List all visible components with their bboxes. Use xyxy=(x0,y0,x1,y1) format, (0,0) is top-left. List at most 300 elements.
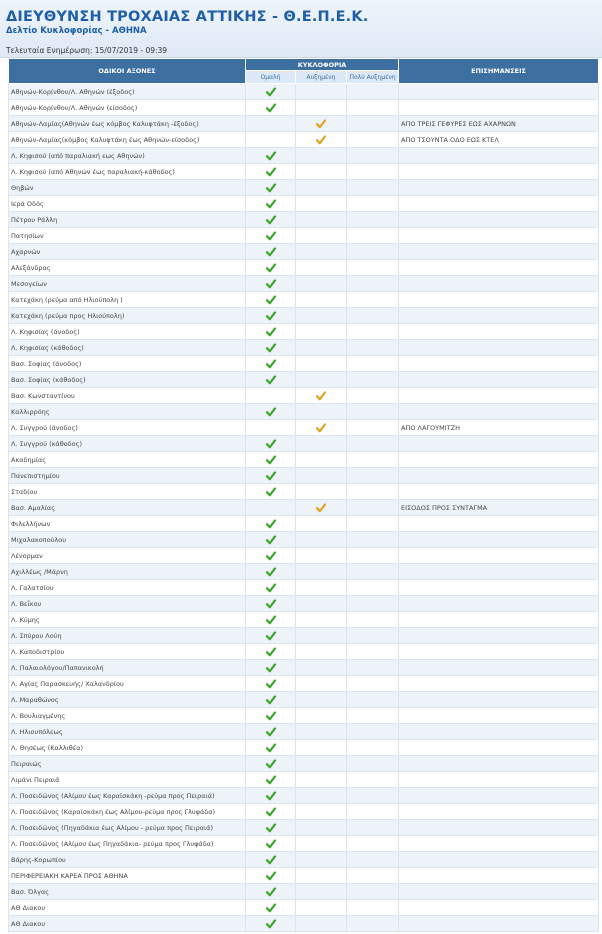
note-cell xyxy=(399,292,599,308)
traffic-cell-normal xyxy=(246,468,296,484)
check-icon xyxy=(266,375,276,385)
traffic-cell-very-increased xyxy=(347,228,399,244)
check-icon xyxy=(266,727,276,737)
traffic-cell-increased xyxy=(296,884,347,900)
road-name: Λ. Κύμης xyxy=(9,612,246,628)
traffic-cell-increased xyxy=(296,100,347,116)
road-name: ΠΕΡΙΦΕΡΕΙΑΚΗ ΚΑΡΕΑ ΠΡΟΣ ΑΘΗΝΑ xyxy=(9,868,246,884)
note-cell xyxy=(399,836,599,852)
table-row xyxy=(9,596,599,612)
check-icon xyxy=(266,807,276,817)
note-cell xyxy=(399,324,599,340)
road-name: Κατεχάκη (ρεύμα από Ηλιούπολη ) xyxy=(9,292,246,308)
traffic-cell-increased xyxy=(296,324,347,340)
traffic-cell-increased xyxy=(296,820,347,836)
traffic-cell-increased xyxy=(296,468,347,484)
traffic-cell-very-increased xyxy=(347,84,399,100)
traffic-cell-normal xyxy=(246,196,296,212)
traffic-cell-normal xyxy=(246,308,296,324)
traffic-cell-very-increased xyxy=(347,116,399,132)
traffic-cell-increased xyxy=(296,308,347,324)
check-icon xyxy=(266,279,276,289)
traffic-cell-normal xyxy=(246,692,296,708)
check-icon xyxy=(316,503,326,513)
traffic-cell-normal xyxy=(246,388,296,404)
note-cell xyxy=(399,548,599,564)
table-row xyxy=(9,340,599,356)
note-cell xyxy=(399,468,599,484)
road-name: Βασ. Κωνσταντίνου xyxy=(9,388,246,404)
traffic-cell-very-increased xyxy=(347,820,399,836)
road-name: Θηβών xyxy=(9,180,246,196)
traffic-cell-increased xyxy=(296,772,347,788)
traffic-cell-normal xyxy=(246,100,296,116)
road-name: Λ. Συγγρού (άνοδος) xyxy=(9,420,246,436)
traffic-cell-increased xyxy=(296,644,347,660)
traffic-cell-increased xyxy=(296,372,347,388)
check-icon xyxy=(266,887,276,897)
table-row xyxy=(9,884,599,900)
header-axes: ΟΔΙΚΟΙ ΑΞΟΝΕΣ xyxy=(9,59,246,84)
check-icon xyxy=(266,199,276,209)
header-normal: Ομαλή xyxy=(246,71,296,84)
traffic-cell-very-increased xyxy=(347,420,399,436)
table-row xyxy=(9,468,599,484)
traffic-cell-normal xyxy=(246,356,296,372)
road-name: Αχιλλέως /Μάρνη xyxy=(9,564,246,580)
traffic-cell-very-increased xyxy=(347,692,399,708)
road-name: Αθηνών-Κορίνθου/Λ. Αθηνών (είσοδος) xyxy=(9,100,246,116)
check-icon xyxy=(266,103,276,113)
traffic-cell-increased xyxy=(296,276,347,292)
traffic-cell-very-increased xyxy=(347,900,399,916)
note-cell: ΑΠΟ ΤΣΟΥΝΤΑ ΟΔΟ ΕΩΣ ΚΤΕΛ xyxy=(399,132,599,148)
note-cell: ΑΠΟ ΛΑΓΟΥΜΙΤΖΗ xyxy=(399,420,599,436)
check-icon xyxy=(266,599,276,609)
road-name: Ιερά Οδός xyxy=(9,196,246,212)
traffic-cell-increased xyxy=(296,756,347,772)
traffic-cell-increased xyxy=(296,564,347,580)
check-icon xyxy=(266,247,276,257)
note-cell xyxy=(399,244,599,260)
table-row xyxy=(9,308,599,324)
traffic-cell-normal xyxy=(246,788,296,804)
check-icon xyxy=(316,119,326,129)
traffic-cell-normal xyxy=(246,452,296,468)
traffic-cell-very-increased xyxy=(347,308,399,324)
traffic-cell-very-increased xyxy=(347,276,399,292)
table-row xyxy=(9,356,599,372)
road-name: Λ. Βεΐκου xyxy=(9,596,246,612)
traffic-cell-normal xyxy=(246,244,296,260)
note-cell xyxy=(399,868,599,884)
traffic-cell-normal xyxy=(246,500,296,516)
note-cell xyxy=(399,196,599,212)
traffic-cell-normal xyxy=(246,916,296,932)
road-name: Λ. Κηφισίας (άνοδος) xyxy=(9,324,246,340)
traffic-cell-very-increased xyxy=(347,148,399,164)
road-name: Λ. Συγγρού (κάθοδος) xyxy=(9,436,246,452)
table-row xyxy=(9,500,599,516)
road-name: Αλεξάνδρας xyxy=(9,260,246,276)
traffic-cell-increased xyxy=(296,452,347,468)
road-name: Λιμάνι Πειραιά xyxy=(9,772,246,788)
table-row xyxy=(9,580,599,596)
road-name: Αχαρνών xyxy=(9,244,246,260)
traffic-cell-very-increased xyxy=(347,436,399,452)
road-name: Λ. Θησέως (Καλλιθέα) xyxy=(9,740,246,756)
check-icon xyxy=(266,839,276,849)
check-icon xyxy=(266,311,276,321)
table-row xyxy=(9,212,599,228)
traffic-cell-very-increased xyxy=(347,356,399,372)
traffic-cell-normal xyxy=(246,436,296,452)
note-cell xyxy=(399,388,599,404)
traffic-cell-very-increased xyxy=(347,884,399,900)
check-icon xyxy=(266,919,276,929)
traffic-cell-normal xyxy=(246,660,296,676)
traffic-cell-very-increased xyxy=(347,452,399,468)
check-icon xyxy=(316,135,326,145)
table-row xyxy=(9,548,599,564)
traffic-cell-normal xyxy=(246,132,296,148)
table-row xyxy=(9,740,599,756)
note-cell xyxy=(399,644,599,660)
note-cell xyxy=(399,356,599,372)
traffic-cell-normal xyxy=(246,772,296,788)
road-name: Σταδίου xyxy=(9,484,246,500)
road-name: Μεσογείων xyxy=(9,276,246,292)
traffic-cell-increased xyxy=(296,660,347,676)
traffic-cell-very-increased xyxy=(347,132,399,148)
note-cell xyxy=(399,308,599,324)
road-name: Πανεπιστημίου xyxy=(9,468,246,484)
table-row xyxy=(9,196,599,212)
table-row xyxy=(9,660,599,676)
table-row xyxy=(9,84,599,100)
table-row xyxy=(9,772,599,788)
traffic-cell-very-increased xyxy=(347,724,399,740)
check-icon xyxy=(266,567,276,577)
traffic-cell-normal xyxy=(246,548,296,564)
check-icon xyxy=(266,663,276,673)
road-name: Λένορμαν xyxy=(9,548,246,564)
note-cell xyxy=(399,772,599,788)
traffic-cell-normal xyxy=(246,708,296,724)
road-name: Λ. Κηφισού (από Αθηνών έως παραλιακή-κάθοδος) xyxy=(9,164,246,180)
note-cell xyxy=(399,164,599,180)
road-name: Λ. Γαλατσίου xyxy=(9,580,246,596)
table-row xyxy=(9,708,599,724)
road-name: Φιλελλήνων xyxy=(9,516,246,532)
note-cell: ΑΠΟ ΤΡΕΙΣ ΓΕΦΥΡΕΣ ΕΩΣ ΑΧΑΡΝΩΝ xyxy=(399,116,599,132)
table-row xyxy=(9,484,599,500)
page-subtitle: Δελτίο Κυκλοφορίας - ΑΘΗΝΑ xyxy=(6,26,147,36)
traffic-table xyxy=(8,58,599,932)
traffic-cell-increased xyxy=(296,228,347,244)
road-name: Μιχαλακοπούλου xyxy=(9,532,246,548)
traffic-cell-very-increased xyxy=(347,340,399,356)
header-increased: Αυξημένη xyxy=(296,71,347,84)
check-icon xyxy=(266,439,276,449)
table-row xyxy=(9,180,599,196)
traffic-cell-increased xyxy=(296,388,347,404)
traffic-cell-increased xyxy=(296,692,347,708)
table-row xyxy=(9,676,599,692)
traffic-cell-very-increased xyxy=(347,500,399,516)
note-cell xyxy=(399,180,599,196)
table-row xyxy=(9,644,599,660)
table-row xyxy=(9,900,599,916)
traffic-cell-increased xyxy=(296,676,347,692)
table-row xyxy=(9,628,599,644)
traffic-cell-increased xyxy=(296,516,347,532)
road-name: Αθηνών-Λαμίας(κόμβος Καλυφτάκη έως Αθηνών-είσοδος) xyxy=(9,132,246,148)
traffic-cell-increased xyxy=(296,548,347,564)
road-name: Λ. Κηφισού (από παραλιακή εως Αθηνών) xyxy=(9,148,246,164)
note-cell xyxy=(399,260,599,276)
traffic-cell-very-increased xyxy=(347,612,399,628)
check-icon xyxy=(266,743,276,753)
traffic-cell-very-increased xyxy=(347,532,399,548)
table-row xyxy=(9,388,599,404)
road-name: Λ. Κηφισίας (κάθοδος) xyxy=(9,340,246,356)
note-cell xyxy=(399,452,599,468)
table-row xyxy=(9,756,599,772)
traffic-cell-normal xyxy=(246,676,296,692)
traffic-cell-very-increased xyxy=(347,868,399,884)
check-icon xyxy=(266,871,276,881)
traffic-cell-normal xyxy=(246,612,296,628)
note-cell xyxy=(399,612,599,628)
traffic-cell-very-increased xyxy=(347,324,399,340)
traffic-cell-increased xyxy=(296,804,347,820)
note-cell xyxy=(399,436,599,452)
check-icon xyxy=(266,215,276,225)
note-cell xyxy=(399,580,599,596)
note-cell xyxy=(399,820,599,836)
traffic-cell-normal xyxy=(246,836,296,852)
note-cell xyxy=(399,516,599,532)
table-row xyxy=(9,532,599,548)
check-icon xyxy=(266,327,276,337)
traffic-cell-increased xyxy=(296,900,347,916)
traffic-cell-very-increased xyxy=(347,740,399,756)
traffic-cell-normal xyxy=(246,228,296,244)
check-icon xyxy=(266,455,276,465)
road-name: Πειραιώς xyxy=(9,756,246,772)
traffic-cell-very-increased xyxy=(347,756,399,772)
traffic-cell-increased xyxy=(296,628,347,644)
traffic-cell-increased xyxy=(296,164,347,180)
traffic-cell-increased xyxy=(296,116,347,132)
traffic-cell-very-increased xyxy=(347,804,399,820)
table-row xyxy=(9,292,599,308)
check-icon xyxy=(266,343,276,353)
note-cell xyxy=(399,724,599,740)
traffic-cell-normal xyxy=(246,740,296,756)
table-row xyxy=(9,724,599,740)
traffic-cell-normal xyxy=(246,116,296,132)
note-cell: ΕΙΣΟΔΟΣ ΠΡΟΣ ΣΥΝΤΑΓΜΑ xyxy=(399,500,599,516)
traffic-cell-very-increased xyxy=(347,164,399,180)
table-row xyxy=(9,100,599,116)
road-name: Λ. Ηλιουπόλεως xyxy=(9,724,246,740)
note-cell xyxy=(399,660,599,676)
traffic-cell-normal xyxy=(246,852,296,868)
check-icon xyxy=(266,407,276,417)
table-body xyxy=(9,84,599,932)
traffic-cell-very-increased xyxy=(347,580,399,596)
traffic-cell-normal xyxy=(246,756,296,772)
traffic-cell-increased xyxy=(296,356,347,372)
table-row xyxy=(9,148,599,164)
traffic-cell-increased xyxy=(296,180,347,196)
table-row xyxy=(9,564,599,580)
road-name: Βασ. Σοφίας (άνοδος) xyxy=(9,356,246,372)
traffic-cell-normal xyxy=(246,164,296,180)
check-icon xyxy=(266,519,276,529)
note-cell xyxy=(399,788,599,804)
traffic-cell-very-increased xyxy=(347,388,399,404)
traffic-cell-normal xyxy=(246,372,296,388)
traffic-cell-increased xyxy=(296,132,347,148)
traffic-cell-very-increased xyxy=(347,708,399,724)
note-cell xyxy=(399,228,599,244)
traffic-cell-very-increased xyxy=(347,564,399,580)
table-row xyxy=(9,324,599,340)
traffic-cell-very-increased xyxy=(347,468,399,484)
table-row xyxy=(9,692,599,708)
traffic-cell-increased xyxy=(296,340,347,356)
road-name: Βασ. Αμαλίας xyxy=(9,500,246,516)
traffic-cell-increased xyxy=(296,868,347,884)
traffic-cell-normal xyxy=(246,868,296,884)
note-cell xyxy=(399,564,599,580)
traffic-cell-very-increased xyxy=(347,788,399,804)
check-icon xyxy=(266,615,276,625)
check-icon xyxy=(266,903,276,913)
traffic-cell-increased xyxy=(296,148,347,164)
check-icon xyxy=(266,487,276,497)
traffic-cell-very-increased xyxy=(347,596,399,612)
traffic-cell-normal xyxy=(246,84,296,100)
traffic-cell-increased xyxy=(296,724,347,740)
table-row xyxy=(9,516,599,532)
road-name: Βάρης-Κορωπίου xyxy=(9,852,246,868)
traffic-cell-normal xyxy=(246,884,296,900)
traffic-cell-normal xyxy=(246,516,296,532)
table-row xyxy=(9,820,599,836)
note-cell xyxy=(399,884,599,900)
table-row xyxy=(9,260,599,276)
traffic-cell-very-increased xyxy=(347,548,399,564)
check-icon xyxy=(266,711,276,721)
road-name: Λ. Παλαιολόγου/Παπανικολή xyxy=(9,660,246,676)
road-name: Λ. Ποσειδώνος (Καραϊσκάκη έως Αλίμου-ρεύμα προς Γλυφάδα) xyxy=(9,804,246,820)
traffic-cell-normal xyxy=(246,260,296,276)
traffic-cell-increased xyxy=(296,580,347,596)
road-name: Λ. Ποσειδώνος (Αλίμου έως Καραϊσκάκη -ρεύμα προς Πειραιά) xyxy=(9,788,246,804)
page-title: ΔΙΕΥΘΥΝΣΗ ΤΡΟΧΑΙΑΣ ΑΤΤΙΚΗΣ - Θ.Ε.Π.Ε.Κ. xyxy=(6,9,369,25)
check-icon xyxy=(266,263,276,273)
traffic-cell-very-increased xyxy=(347,644,399,660)
road-name: Πατησίων xyxy=(9,228,246,244)
traffic-cell-increased xyxy=(296,420,347,436)
road-name: Αθηνών-Λαμίας(Αθηνών έως κόμβος Καλυφτάκη -έξοδος) xyxy=(9,116,246,132)
traffic-cell-increased xyxy=(296,84,347,100)
traffic-cell-very-increased xyxy=(347,916,399,932)
traffic-cell-increased xyxy=(296,260,347,276)
traffic-cell-increased xyxy=(296,836,347,852)
traffic-cell-very-increased xyxy=(347,196,399,212)
traffic-cell-normal xyxy=(246,276,296,292)
check-icon xyxy=(316,391,326,401)
road-name: Ακαδημίας xyxy=(9,452,246,468)
traffic-cell-increased xyxy=(296,612,347,628)
check-icon xyxy=(266,791,276,801)
check-icon xyxy=(266,183,276,193)
table-row xyxy=(9,804,599,820)
road-name: Πέτρου Ράλλη xyxy=(9,212,246,228)
note-cell xyxy=(399,84,599,100)
table-row xyxy=(9,132,599,148)
check-icon xyxy=(266,775,276,785)
traffic-cell-very-increased xyxy=(347,836,399,852)
check-icon xyxy=(266,855,276,865)
note-cell xyxy=(399,276,599,292)
traffic-cell-normal xyxy=(246,404,296,420)
traffic-cell-increased xyxy=(296,436,347,452)
road-name: Λ. Ποσειδώνος (Πηγαδάκια έως Αλίμου - ρεύμα προς Πειραιά) xyxy=(9,820,246,836)
traffic-cell-increased xyxy=(296,708,347,724)
check-icon xyxy=(266,295,276,305)
traffic-cell-very-increased xyxy=(347,852,399,868)
table-row xyxy=(9,228,599,244)
road-name: ΑΘ Διακου xyxy=(9,916,246,932)
note-cell xyxy=(399,596,599,612)
traffic-cell-normal xyxy=(246,420,296,436)
traffic-cell-very-increased xyxy=(347,244,399,260)
note-cell xyxy=(399,804,599,820)
traffic-cell-normal xyxy=(246,820,296,836)
check-icon xyxy=(266,647,276,657)
note-cell xyxy=(399,692,599,708)
check-icon xyxy=(266,471,276,481)
road-name: ΑΘ Διακου xyxy=(9,900,246,916)
traffic-cell-very-increased xyxy=(347,772,399,788)
traffic-cell-increased xyxy=(296,916,347,932)
traffic-cell-normal xyxy=(246,580,296,596)
check-icon xyxy=(266,231,276,241)
note-cell xyxy=(399,900,599,916)
road-name: Λ. Σπύρου Λούη xyxy=(9,628,246,644)
note-cell xyxy=(399,148,599,164)
traffic-cell-normal xyxy=(246,804,296,820)
traffic-cell-increased xyxy=(296,500,347,516)
traffic-cell-very-increased xyxy=(347,404,399,420)
traffic-cell-increased xyxy=(296,740,347,756)
check-icon xyxy=(316,423,326,433)
traffic-cell-increased xyxy=(296,212,347,228)
check-icon xyxy=(266,823,276,833)
table-row xyxy=(9,116,599,132)
note-cell xyxy=(399,676,599,692)
road-name: Καλλιρρόης xyxy=(9,404,246,420)
note-cell xyxy=(399,372,599,388)
traffic-cell-normal xyxy=(246,644,296,660)
check-icon xyxy=(266,679,276,689)
